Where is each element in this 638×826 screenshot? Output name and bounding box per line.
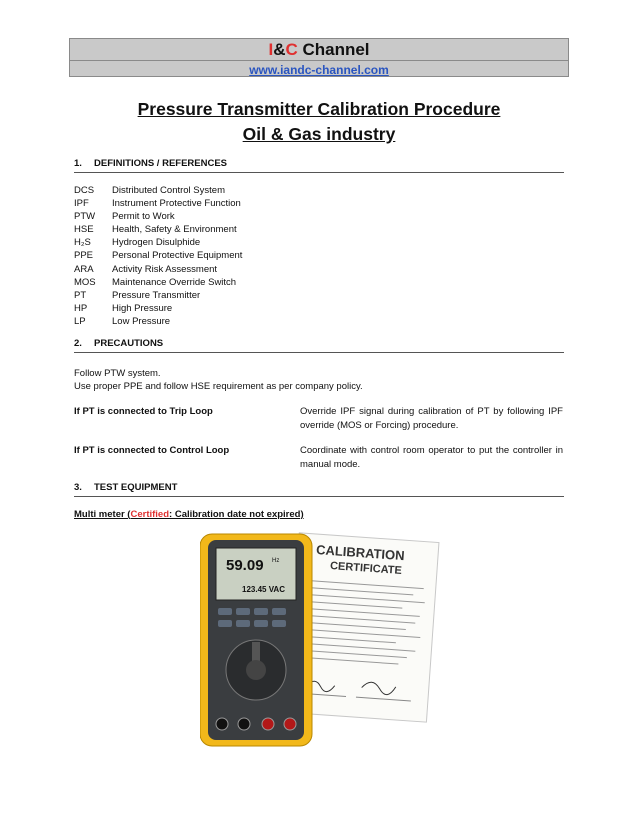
definition-text: Distributed Control System <box>112 185 225 196</box>
control-loop-label: If PT is connected to Control Loop <box>74 445 230 456</box>
definition-item <box>74 302 242 315</box>
trip-loop-label: If PT is connected to Trip Loop <box>74 406 213 417</box>
definition-text: Pressure Transmitter <box>112 289 201 301</box>
brand-ampersand: & <box>273 40 286 59</box>
website-link[interactable]: www.iandc-channel.com <box>249 63 389 77</box>
equipment-multimeter <box>74 508 304 522</box>
definition-item <box>74 236 242 249</box>
section-number: 1. <box>74 158 82 169</box>
definition-text: Maintenance Override Switch <box>112 276 237 288</box>
definition-item <box>74 249 242 262</box>
definitions-list <box>74 184 242 328</box>
definition-abbr: PT <box>74 289 87 301</box>
definition-abbr: PTW <box>74 211 96 223</box>
control-loop-instruction: Coordinate with control room operator to put the controller in manual mode. <box>300 445 563 470</box>
definition-text: Low Pressure <box>112 315 171 327</box>
section-number: 3. <box>74 482 82 493</box>
multimeter <box>200 534 312 746</box>
definition-item <box>74 315 242 328</box>
section-heading-test-equipment <box>74 482 564 497</box>
definition-text: Hydrogen Disulphide <box>112 237 201 249</box>
definition-item <box>74 263 242 276</box>
meter-reading-main: 59.09 <box>226 557 264 574</box>
brand-name: Channel <box>297 40 370 59</box>
section-heading-precautions <box>74 338 564 353</box>
precaution-ppe: Use proper PPE and follow HSE requirement as per company policy. <box>74 381 363 392</box>
certificate-title-1: CALIBRATION <box>315 542 406 564</box>
definition-abbr: DCS <box>74 185 95 196</box>
multimeter-certificate-image <box>200 530 445 750</box>
meter-reading-unit: Hz <box>272 558 280 564</box>
document-title: Pressure Transmitter Calibration Procedure <box>137 99 501 119</box>
definition-item <box>74 184 242 197</box>
definition-text: Instrument Protective Function <box>112 198 241 210</box>
definition-text: High Pressure <box>112 302 173 314</box>
equipment-prefix: Multi meter ( <box>74 509 131 520</box>
definition-abbr: H₂S <box>74 237 91 249</box>
section-title: DEFINITIONS / REFERENCES <box>94 158 228 169</box>
brand-title <box>70 40 568 60</box>
section-number: 2. <box>74 338 82 349</box>
definition-abbr: HSE <box>74 224 94 236</box>
certified-label: Certified <box>130 509 170 520</box>
definition-abbr: PPE <box>74 250 94 262</box>
definition-item <box>74 289 242 302</box>
definition-text: Personal Protective Equipment <box>112 250 243 262</box>
definition-item <box>74 223 242 236</box>
definition-abbr: MOS <box>74 276 96 288</box>
precaution-ptw: Follow PTW system. <box>74 368 161 379</box>
section-heading-definitions <box>74 158 564 173</box>
document-subtitle: Oil & Gas industry <box>242 124 396 144</box>
trip-loop-instruction: Override IPF signal during calibration of PT by following IPF override (MOS or Forcing) procedure. <box>300 406 563 431</box>
definition-item <box>74 197 242 210</box>
certificate-title-2: CERTIFICATE <box>329 560 403 578</box>
definition-abbr: ARA <box>74 263 94 275</box>
definition-text: Activity Risk Assessment <box>112 263 218 275</box>
brand-letter-i: I <box>268 40 274 59</box>
brand-letter-c: C <box>285 40 298 59</box>
definition-abbr: HP <box>74 302 88 314</box>
banner-divider <box>70 60 568 61</box>
definition-text: Permit to Work <box>112 211 175 223</box>
meter-reading-sub: 123.45 VAC <box>242 585 285 594</box>
definition-abbr: IPF <box>74 198 89 210</box>
section-title: PRECAUTIONS <box>94 338 164 349</box>
section-title: TEST EQUIPMENT <box>94 482 178 493</box>
equipment-suffix: : Calibration date not expired) <box>169 509 304 520</box>
definition-item <box>74 210 242 223</box>
definition-item <box>74 276 242 289</box>
definition-text: Health, Safety & Environment <box>112 224 237 236</box>
definition-abbr: LP <box>74 315 86 327</box>
header-banner <box>69 38 569 77</box>
